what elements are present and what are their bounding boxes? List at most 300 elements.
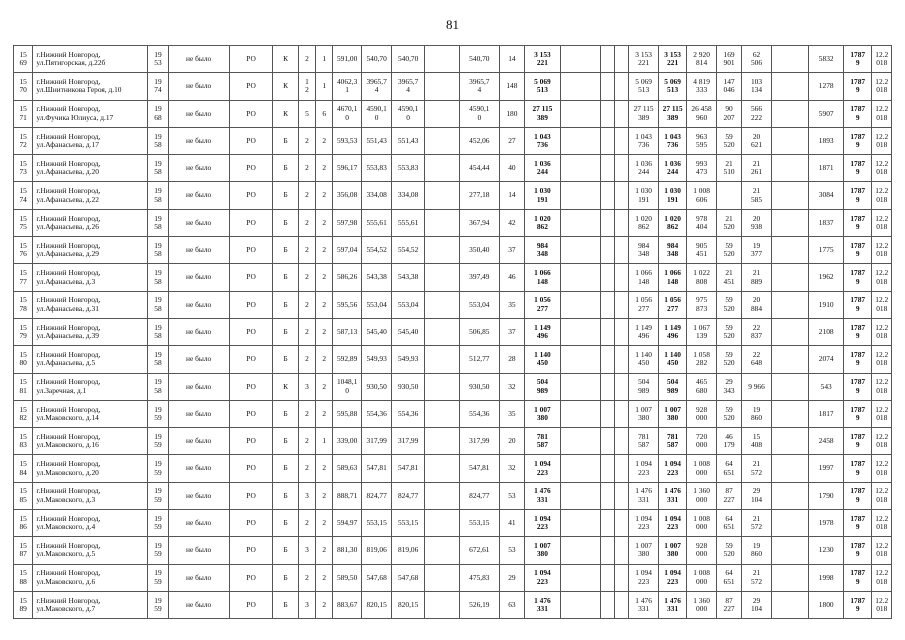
cell-f2 — [615, 291, 629, 318]
cell-n1: 15 76 — [14, 237, 33, 264]
cell-f — [600, 510, 614, 537]
cell-f2 — [615, 318, 629, 345]
cell-b: 2 — [316, 482, 333, 509]
cell-c6: 27 — [500, 127, 524, 154]
cell-c3: 551,43 — [392, 127, 425, 154]
cell-status: не было — [168, 73, 229, 100]
cell-y1: 19 59 — [148, 591, 168, 618]
cell-l — [771, 537, 809, 564]
cell-f2 — [615, 373, 629, 400]
cell-y1: 19 58 — [148, 291, 168, 318]
cell-n: 1787 9 — [843, 46, 871, 73]
cell-a: 2 — [298, 155, 315, 182]
cell-addr: г.Нижний Новгород, ул.Пятигорская, д.22б — [33, 46, 148, 73]
cell-f — [600, 400, 614, 427]
cell-c6: 32 — [500, 373, 524, 400]
cell-c1: 596,17 — [333, 155, 361, 182]
cell-y1: 19 58 — [148, 318, 168, 345]
cell-a: 2 — [298, 510, 315, 537]
cell-y1: 19 58 — [148, 264, 168, 291]
cell-c2: 317,99 — [361, 428, 392, 455]
cell-m: 1962 — [809, 264, 844, 291]
cell-addr: г.Нижний Новгород, ул.Шнитникова Героя, д.10 — [33, 73, 148, 100]
cell-tot1: 1 149 496 — [524, 318, 561, 345]
cell-c4 — [424, 428, 459, 455]
cell-m: 1837 — [809, 209, 844, 236]
cell-ro: РО — [229, 564, 273, 591]
cell-mat: Б — [273, 182, 298, 209]
building-registry-table — [13, 45, 892, 619]
cell-c5: 824,77 — [459, 482, 500, 509]
cell-c2: 545,40 — [361, 318, 392, 345]
cell-e — [561, 291, 601, 318]
cell-m: 1790 — [809, 482, 844, 509]
cell-i: 1 022 808 — [687, 264, 717, 291]
page-number: 81 — [446, 17, 459, 32]
cell-mat: Б — [273, 291, 298, 318]
cell-n1: 15 78 — [14, 291, 33, 318]
cell-c5: 397,49 — [459, 264, 500, 291]
cell-j: 59 520 — [716, 400, 741, 427]
cell-c5: 547,81 — [459, 455, 500, 482]
cell-tot1: 504 989 — [524, 373, 561, 400]
cell-n1: 15 73 — [14, 155, 33, 182]
cell-c6: 35 — [500, 291, 524, 318]
cell-addr: г.Нижний Новгород, ул.Афанасьева, д.39 — [33, 318, 148, 345]
cell-status: не было — [168, 537, 229, 564]
cell-ro: РО — [229, 73, 273, 100]
cell-b: 2 — [316, 564, 333, 591]
cell-tot1: 1 043 736 — [524, 127, 561, 154]
cell-mat: Б — [273, 155, 298, 182]
cell-addr: г.Нижний Новгород, ул.Афанасьева, д.31 — [33, 291, 148, 318]
cell-o: 12.2 018 — [872, 428, 892, 455]
cell-f — [600, 73, 614, 100]
cell-m: 5907 — [809, 100, 844, 127]
cell-y1: 19 68 — [148, 100, 168, 127]
cell-tot1: 27 115 389 — [524, 100, 561, 127]
cell-c4 — [424, 100, 459, 127]
cell-g: 1 020 862 — [629, 209, 659, 236]
cell-c1: 594,97 — [333, 510, 361, 537]
table-row — [14, 100, 892, 127]
cell-addr: г.Нижний Новгород, ул.Фучика Юлиуса, д.17 — [33, 100, 148, 127]
cell-m: 3084 — [809, 182, 844, 209]
cell-ro: РО — [229, 155, 273, 182]
cell-a: 2 — [298, 182, 315, 209]
cell-ro: РО — [229, 510, 273, 537]
cell-mat: Б — [273, 537, 298, 564]
cell-j: 59 520 — [716, 127, 741, 154]
cell-g: 1 476 331 — [629, 482, 659, 509]
cell-c3: 930,50 — [392, 373, 425, 400]
cell-h: 3 153 221 — [658, 46, 686, 73]
cell-j: 87 227 — [716, 591, 741, 618]
cell-c4 — [424, 346, 459, 373]
cell-e — [561, 482, 601, 509]
cell-tot1: 1 007 380 — [524, 537, 561, 564]
cell-c2: 553,04 — [361, 291, 392, 318]
table-row — [14, 155, 892, 182]
cell-l — [771, 428, 809, 455]
cell-k: 19 860 — [742, 537, 772, 564]
cell-m: 1230 — [809, 537, 844, 564]
cell-c4 — [424, 127, 459, 154]
cell-m: 2074 — [809, 346, 844, 373]
cell-addr: г.Нижний Новгород, ул.Маковского, д.14 — [33, 400, 148, 427]
cell-k: 21 585 — [742, 182, 772, 209]
cell-f2 — [615, 510, 629, 537]
cell-c2: 549,93 — [361, 346, 392, 373]
cell-y1: 19 58 — [148, 209, 168, 236]
cell-b: 2 — [316, 591, 333, 618]
cell-i: 905 451 — [687, 237, 717, 264]
cell-c5: 367,94 — [459, 209, 500, 236]
cell-m: 2458 — [809, 428, 844, 455]
table-row — [14, 482, 892, 509]
cell-e — [561, 100, 601, 127]
cell-c4 — [424, 373, 459, 400]
cell-tot1: 1 036 244 — [524, 155, 561, 182]
cell-i: 963 595 — [687, 127, 717, 154]
cell-j: 59 520 — [716, 346, 741, 373]
cell-g: 1 043 736 — [629, 127, 659, 154]
cell-l — [771, 182, 809, 209]
cell-mat: Б — [273, 564, 298, 591]
cell-c1: 339,00 — [333, 428, 361, 455]
cell-c3: 555,61 — [392, 209, 425, 236]
cell-o: 12.2 018 — [872, 373, 892, 400]
cell-l — [771, 591, 809, 618]
cell-c2: 824,77 — [361, 482, 392, 509]
cell-tot1: 1 476 331 — [524, 482, 561, 509]
cell-ro: РО — [229, 346, 273, 373]
table-row — [14, 510, 892, 537]
cell-i: 465 680 — [687, 373, 717, 400]
cell-status: не было — [168, 182, 229, 209]
cell-c5: 553,15 — [459, 510, 500, 537]
cell-ro: РО — [229, 373, 273, 400]
cell-y1: 19 74 — [148, 73, 168, 100]
cell-tot1: 1 030 191 — [524, 182, 561, 209]
cell-k: 566 222 — [742, 100, 772, 127]
cell-ro: РО — [229, 209, 273, 236]
cell-tot1: 1 007 380 — [524, 400, 561, 427]
cell-b: 2 — [316, 155, 333, 182]
cell-status: не было — [168, 564, 229, 591]
cell-tot1: 1 094 223 — [524, 564, 561, 591]
cell-o: 12.2 018 — [872, 237, 892, 264]
cell-h: 1 043 736 — [658, 127, 686, 154]
cell-y1: 19 59 — [148, 564, 168, 591]
cell-o: 12.2 018 — [872, 127, 892, 154]
cell-c2: 543,38 — [361, 264, 392, 291]
cell-c2: 553,15 — [361, 510, 392, 537]
table-row — [14, 73, 892, 100]
cell-status: не было — [168, 318, 229, 345]
cell-f2 — [615, 237, 629, 264]
cell-f2 — [615, 46, 629, 73]
cell-c1: 1048,1 0 — [333, 373, 361, 400]
cell-c5: 930,50 — [459, 373, 500, 400]
table-row — [14, 46, 892, 73]
cell-status: не было — [168, 291, 229, 318]
cell-c3: 824,77 — [392, 482, 425, 509]
cell-h: 1 066 148 — [658, 264, 686, 291]
cell-c4 — [424, 46, 459, 73]
cell-c3: 553,83 — [392, 155, 425, 182]
cell-mat: Б — [273, 455, 298, 482]
cell-a: 3 — [298, 537, 315, 564]
cell-a: 2 — [298, 346, 315, 373]
cell-status: не было — [168, 482, 229, 509]
cell-c2: 555,61 — [361, 209, 392, 236]
cell-e — [561, 237, 601, 264]
cell-n: 1787 9 — [843, 537, 871, 564]
cell-c4 — [424, 209, 459, 236]
cell-n: 1787 9 — [843, 100, 871, 127]
cell-n: 1787 9 — [843, 291, 871, 318]
cell-h: 27 115 389 — [658, 100, 686, 127]
cell-c4 — [424, 318, 459, 345]
cell-mat: Б — [273, 346, 298, 373]
cell-l — [771, 155, 809, 182]
cell-a: 3 — [298, 482, 315, 509]
table-row — [14, 537, 892, 564]
cell-f — [600, 182, 614, 209]
cell-o: 12.2 018 — [872, 510, 892, 537]
cell-k: 20 621 — [742, 127, 772, 154]
cell-status: не было — [168, 127, 229, 154]
cell-c3: 820,15 — [392, 591, 425, 618]
cell-g: 1 056 277 — [629, 291, 659, 318]
cell-n: 1787 9 — [843, 564, 871, 591]
cell-c3: 553,15 — [392, 510, 425, 537]
cell-c6: 37 — [500, 237, 524, 264]
cell-a: 1 2 — [298, 73, 315, 100]
cell-l — [771, 100, 809, 127]
cell-c4 — [424, 482, 459, 509]
cell-i: 978 404 — [687, 209, 717, 236]
cell-b: 2 — [316, 127, 333, 154]
cell-status: не было — [168, 209, 229, 236]
cell-h: 1 007 380 — [658, 400, 686, 427]
cell-f — [600, 291, 614, 318]
cell-c2: 551,43 — [361, 127, 392, 154]
table-row — [14, 373, 892, 400]
cell-n1: 15 80 — [14, 346, 33, 373]
cell-i: 1 360 000 — [687, 591, 717, 618]
cell-m: 1871 — [809, 155, 844, 182]
cell-mat: К — [273, 73, 298, 100]
cell-k: 20 938 — [742, 209, 772, 236]
cell-g: 504 989 — [629, 373, 659, 400]
cell-n: 1787 9 — [843, 455, 871, 482]
cell-c4 — [424, 537, 459, 564]
cell-c2: 554,52 — [361, 237, 392, 264]
cell-n1: 15 81 — [14, 373, 33, 400]
cell-e — [561, 510, 601, 537]
cell-tot1: 1 476 331 — [524, 591, 561, 618]
cell-h: 781 587 — [658, 428, 686, 455]
cell-status: не было — [168, 428, 229, 455]
cell-c3: 545,40 — [392, 318, 425, 345]
cell-h: 984 348 — [658, 237, 686, 264]
cell-c2: 820,15 — [361, 591, 392, 618]
cell-n: 1787 9 — [843, 264, 871, 291]
cell-y1: 19 58 — [148, 155, 168, 182]
cell-i: 1 008 000 — [687, 510, 717, 537]
cell-a: 2 — [298, 455, 315, 482]
cell-i: 993 473 — [687, 155, 717, 182]
cell-n1: 15 70 — [14, 73, 33, 100]
cell-m: 1775 — [809, 237, 844, 264]
cell-a: 2 — [298, 237, 315, 264]
table-row — [14, 428, 892, 455]
cell-y1: 19 59 — [148, 537, 168, 564]
cell-e — [561, 155, 601, 182]
cell-o: 12.2 018 — [872, 46, 892, 73]
table-row — [14, 346, 892, 373]
cell-n1: 15 72 — [14, 127, 33, 154]
cell-ro: РО — [229, 482, 273, 509]
cell-y1: 19 58 — [148, 346, 168, 373]
table-row — [14, 400, 892, 427]
cell-k: 29 104 — [742, 591, 772, 618]
cell-c6: 46 — [500, 264, 524, 291]
cell-f — [600, 318, 614, 345]
cell-f2 — [615, 155, 629, 182]
cell-mat: К — [273, 373, 298, 400]
cell-c4 — [424, 400, 459, 427]
cell-c1: 587,13 — [333, 318, 361, 345]
cell-a: 2 — [298, 209, 315, 236]
cell-k: 19 377 — [742, 237, 772, 264]
cell-f — [600, 482, 614, 509]
cell-b: 2 — [316, 346, 333, 373]
cell-j — [716, 182, 741, 209]
cell-c4 — [424, 564, 459, 591]
cell-h: 1 094 223 — [658, 510, 686, 537]
cell-addr: г.Нижний Новгород, ул.Маковского, д.5 — [33, 537, 148, 564]
cell-i: 975 873 — [687, 291, 717, 318]
cell-b: 2 — [316, 537, 333, 564]
cell-ro: РО — [229, 291, 273, 318]
cell-b: 2 — [316, 373, 333, 400]
cell-c5: 350,40 — [459, 237, 500, 264]
cell-tot1: 1 066 148 — [524, 264, 561, 291]
cell-tot1: 5 069 513 — [524, 73, 561, 100]
cell-c1: 595,88 — [333, 400, 361, 427]
cell-c5: 512,77 — [459, 346, 500, 373]
cell-c3: 549,93 — [392, 346, 425, 373]
cell-a: 2 — [298, 428, 315, 455]
cell-c1: 595,56 — [333, 291, 361, 318]
cell-h: 1 140 450 — [658, 346, 686, 373]
cell-y1: 19 59 — [148, 400, 168, 427]
cell-c6: 40 — [500, 155, 524, 182]
cell-f2 — [615, 127, 629, 154]
table-row — [14, 291, 892, 318]
cell-c6: 14 — [500, 46, 524, 73]
cell-b: 2 — [316, 209, 333, 236]
cell-e — [561, 591, 601, 618]
cell-m: 2108 — [809, 318, 844, 345]
cell-f — [600, 264, 614, 291]
table-row — [14, 237, 892, 264]
cell-i: 1 360 000 — [687, 482, 717, 509]
cell-c3: 547,68 — [392, 564, 425, 591]
cell-f2 — [615, 400, 629, 427]
cell-h: 1 094 223 — [658, 455, 686, 482]
cell-h: 1 476 331 — [658, 591, 686, 618]
cell-n1: 15 89 — [14, 591, 33, 618]
cell-e — [561, 537, 601, 564]
cell-tot1: 1 094 223 — [524, 510, 561, 537]
cell-c6: 180 — [500, 100, 524, 127]
cell-o: 12.2 018 — [872, 564, 892, 591]
cell-g: 1 066 148 — [629, 264, 659, 291]
cell-c1: 586,26 — [333, 264, 361, 291]
cell-c6: 14 — [500, 182, 524, 209]
cell-addr: г.Нижний Новгород, ул.Афанасьева, д.17 — [33, 127, 148, 154]
cell-l — [771, 564, 809, 591]
cell-o: 12.2 018 — [872, 346, 892, 373]
cell-k: 21 261 — [742, 155, 772, 182]
cell-mat: Б — [273, 400, 298, 427]
cell-mat: Б — [273, 510, 298, 537]
cell-g: 5 069 513 — [629, 73, 659, 100]
cell-o: 12.2 018 — [872, 591, 892, 618]
cell-c3: 540,70 — [392, 46, 425, 73]
cell-addr: г.Нижний Новгород, ул.Маковского, д.3 — [33, 482, 148, 509]
cell-mat: Б — [273, 318, 298, 345]
cell-e — [561, 46, 601, 73]
cell-j: 147 046 — [716, 73, 741, 100]
cell-o: 12.2 018 — [872, 455, 892, 482]
cell-n: 1787 9 — [843, 73, 871, 100]
cell-c5: 3965,7 4 — [459, 73, 500, 100]
cell-f2 — [615, 537, 629, 564]
cell-status: не было — [168, 237, 229, 264]
cell-l — [771, 237, 809, 264]
cell-c2: 553,83 — [361, 155, 392, 182]
cell-l — [771, 346, 809, 373]
cell-o: 12.2 018 — [872, 482, 892, 509]
cell-n: 1787 9 — [843, 400, 871, 427]
cell-n: 1787 9 — [843, 318, 871, 345]
cell-h: 1 056 277 — [658, 291, 686, 318]
cell-e — [561, 400, 601, 427]
cell-c5: 554,36 — [459, 400, 500, 427]
cell-ro: РО — [229, 318, 273, 345]
cell-y1: 19 53 — [148, 46, 168, 73]
cell-e — [561, 127, 601, 154]
cell-k: 22 648 — [742, 346, 772, 373]
cell-b: 1 — [316, 73, 333, 100]
cell-c3: 334,08 — [392, 182, 425, 209]
cell-n1: 15 85 — [14, 482, 33, 509]
cell-l — [771, 127, 809, 154]
cell-h: 1 036 244 — [658, 155, 686, 182]
cell-n1: 15 69 — [14, 46, 33, 73]
cell-f2 — [615, 182, 629, 209]
cell-k: 62 506 — [742, 46, 772, 73]
cell-n1: 15 87 — [14, 537, 33, 564]
cell-i: 4 819 333 — [687, 73, 717, 100]
cell-c1: 883,67 — [333, 591, 361, 618]
cell-l — [771, 510, 809, 537]
